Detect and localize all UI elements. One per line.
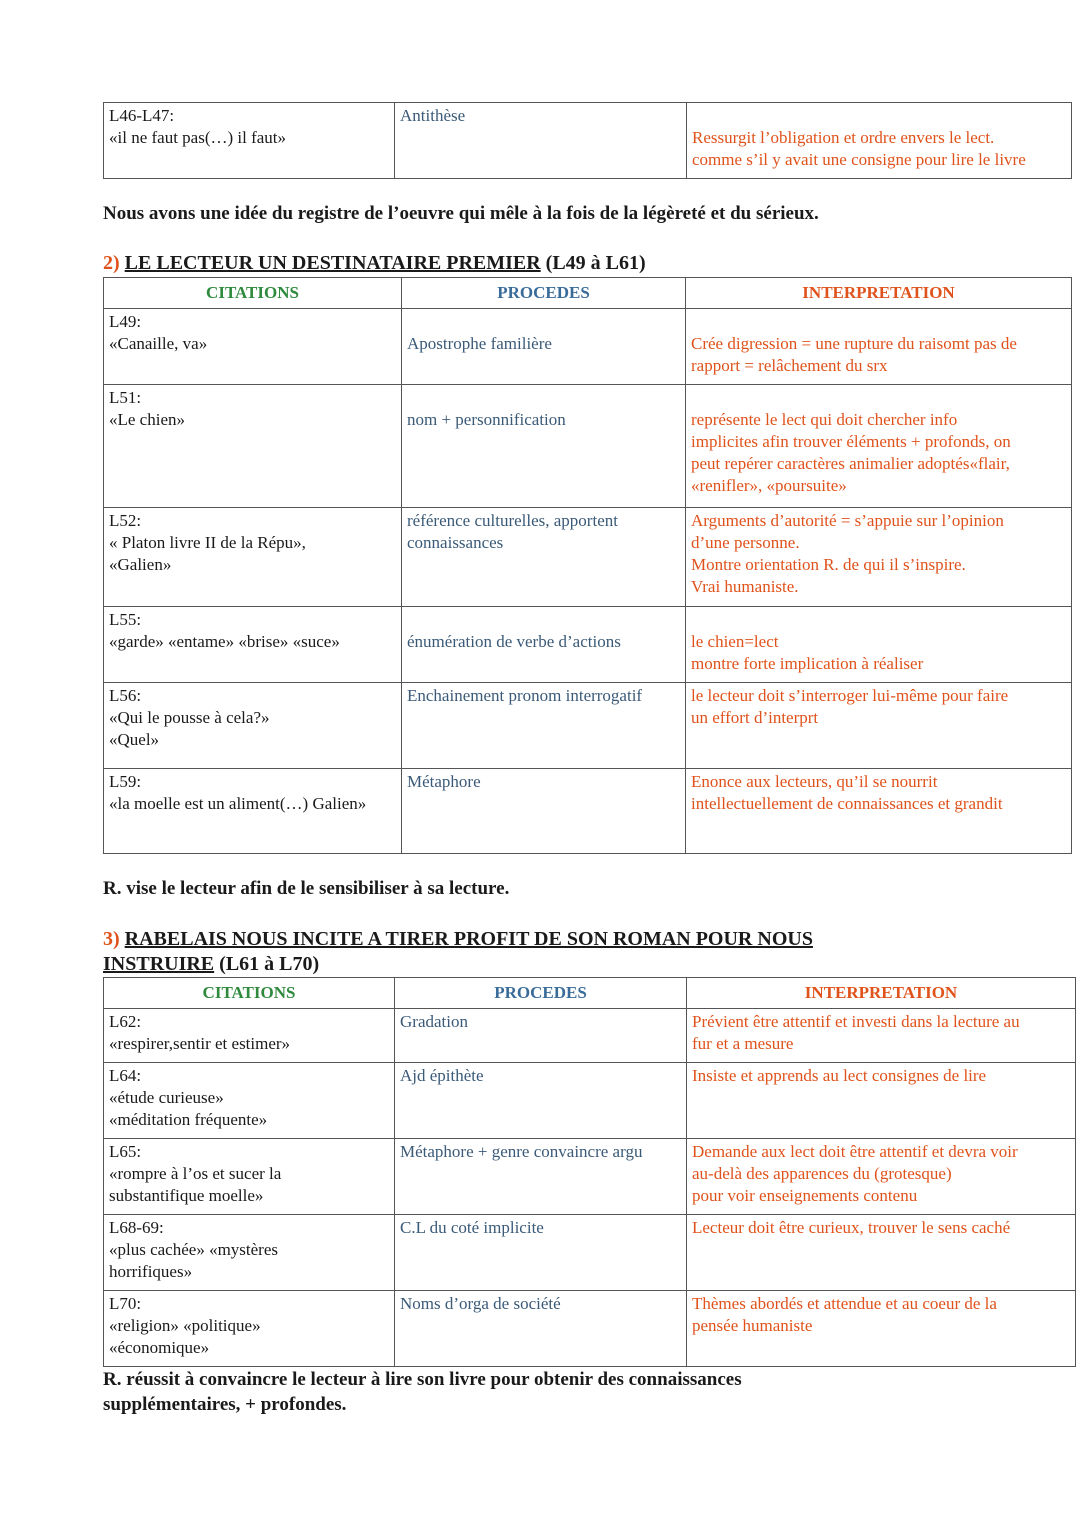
cell-line: Ajd épithète <box>400 1066 484 1085</box>
table-section-2 <box>103 277 1072 854</box>
table-row <box>104 103 1072 179</box>
cell-line: comme s’il y avait une consigne pour lire le livre <box>692 150 1026 169</box>
cell-line: Ressurgit l’obligation et ordre envers le lect. <box>692 128 995 147</box>
cell-line <box>691 609 1066 631</box>
cell-line: Métaphore + genre convaincre argu <box>400 1142 643 1161</box>
table-row <box>104 1215 1076 1291</box>
section-number: 2) <box>103 252 120 274</box>
table-row <box>104 1291 1076 1367</box>
section-3-heading <box>103 927 813 977</box>
cell-line: montre forte implication à réaliser <box>691 654 924 673</box>
cell-line: fur et a mesure <box>692 1034 794 1053</box>
cell-line: horrifiques» <box>109 1262 193 1281</box>
interpretation-cell <box>687 1063 1076 1139</box>
procede-cell <box>402 309 686 385</box>
cell-line: pour voir enseignements contenu <box>692 1186 918 1205</box>
table-row <box>104 607 1072 683</box>
procede-cell <box>402 769 686 854</box>
interpretation-cell <box>687 1009 1076 1063</box>
table-row <box>104 1009 1076 1063</box>
citation-cell <box>104 683 402 769</box>
procede-cell <box>402 508 686 607</box>
cell-line: implicites afin trouver éléments + profonds, on <box>691 432 1011 451</box>
table-row <box>104 1139 1076 1215</box>
cell-line: au-delà des apparences du (grotesque) <box>692 1164 952 1183</box>
header-interpretation: INTERPRETATION <box>686 278 1072 309</box>
procede-cell <box>395 1009 687 1063</box>
cell-line: Noms d’orga de société <box>400 1294 561 1313</box>
cell-line <box>692 105 1066 127</box>
table-row <box>104 508 1072 607</box>
citation-cell <box>104 607 402 683</box>
interpretation-cell <box>686 769 1072 854</box>
section-range: (L61 à L70) <box>214 953 320 975</box>
citation-cell <box>104 385 402 508</box>
cell-line: pensée humaniste <box>692 1316 813 1335</box>
cell-line: «garde» «entame» «brise» «suce» <box>109 632 340 651</box>
cell-line: «renifler», «poursuite» <box>691 476 847 495</box>
cell-line <box>407 609 680 631</box>
cell-line: connaissances <box>407 533 504 552</box>
cell-line: Arguments d’autorité = s’appuie sur l’opinion <box>691 511 1004 530</box>
table-header-row <box>104 278 1072 309</box>
cell-line: énumération de verbe d’actions <box>407 632 621 651</box>
cell-line: L68-69: <box>109 1218 164 1237</box>
header-citations: CITATIONS <box>104 278 402 309</box>
cell-line: C.L du coté implicite <box>400 1218 544 1237</box>
section-title: LE LECTEUR UN DESTINATAIRE PREMIER <box>124 252 541 274</box>
table-header-row <box>104 978 1076 1009</box>
cell-line: «il ne faut pas(…) il faut» <box>109 128 287 147</box>
table-row <box>104 769 1072 854</box>
citation-cell <box>104 1139 395 1215</box>
citation-cell <box>104 1009 395 1063</box>
section-range: (L49 à L61) <box>540 252 646 274</box>
cell-line: le chien=lect <box>691 632 779 651</box>
cell-line: L65: <box>109 1142 142 1161</box>
interpretation-cell <box>686 309 1072 385</box>
procede-cell <box>402 607 686 683</box>
cell-line: Vrai humaniste. <box>691 577 799 596</box>
table-row <box>104 683 1072 769</box>
cell-line: substantifique moelle» <box>109 1186 264 1205</box>
header-procedes: PROCEDES <box>395 978 687 1009</box>
cell-line: le lecteur doit s’interroger lui-même pour faire <box>691 686 1009 705</box>
procede-cell <box>402 683 686 769</box>
citation-cell <box>104 769 402 854</box>
cell-line: «respirer,sentir et estimer» <box>109 1034 291 1053</box>
cell-line <box>691 311 1066 333</box>
statement-vise: R. vise le lecteur afin de le sensibiliser à sa lecture. <box>103 878 510 899</box>
citation-cell <box>104 1063 395 1139</box>
cell-line: «la moelle est un aliment(…) Galien» <box>109 794 367 813</box>
cell-line: «méditation fréquente» <box>109 1110 268 1129</box>
cell-line: «étude curieuse» <box>109 1088 224 1107</box>
cell-line: L56: <box>109 686 142 705</box>
procede-cell <box>395 1215 687 1291</box>
procede-cell <box>395 1139 687 1215</box>
cell-line: Crée digression = une rupture du raisomt pas de <box>691 334 1017 353</box>
section-number: 3) <box>103 928 120 950</box>
citation-cell <box>104 103 395 179</box>
conclusion-line-2: supplémentaires, + profondes. <box>103 1394 347 1415</box>
procede-cell <box>395 1291 687 1367</box>
table-row <box>104 309 1072 385</box>
cell-line: rapport = relâchement du srx <box>691 356 888 375</box>
procede-cell <box>395 103 687 179</box>
cell-line: L46-L47: <box>109 106 175 125</box>
cell-line: «économique» <box>109 1338 210 1357</box>
cell-line: L55: <box>109 610 142 629</box>
cell-line: L49: <box>109 312 142 331</box>
cell-line: Apostrophe familière <box>407 334 552 353</box>
cell-line: Montre orientation R. de qui il s’inspire. <box>691 555 966 574</box>
interpretation-cell <box>687 1215 1076 1291</box>
cell-line: peut repérer caractères animalier adoptés«flair, <box>691 454 1010 473</box>
table-row <box>104 1063 1076 1139</box>
cell-line: Lecteur doit être curieux, trouver le sens caché <box>692 1218 1011 1237</box>
cell-line: référence culturelles, apportent <box>407 511 618 530</box>
cell-line: Antithèse <box>400 106 466 125</box>
section-title-line1: RABELAIS NOUS INCITE A TIRER PROFIT DE SON ROMAN POUR NOUS <box>124 928 813 950</box>
cell-line: Métaphore <box>407 772 481 791</box>
header-interpretation: INTERPRETATION <box>687 978 1076 1009</box>
statement-conclusion <box>103 1367 742 1417</box>
interpretation-cell <box>686 385 1072 508</box>
statement-registre: Nous avons une idée du registre de l’oeuvre qui mêle à la fois de la légèreté et du sérieux. <box>103 203 819 224</box>
cell-line: un effort d’interprt <box>691 708 819 727</box>
cell-line: L62: <box>109 1012 142 1031</box>
cell-line: nom + personnification <box>407 410 566 429</box>
cell-line: «Galien» <box>109 555 172 574</box>
procede-cell <box>395 1063 687 1139</box>
cell-line: «Qui le pousse à cela?» <box>109 708 270 727</box>
cell-line: Thèmes abordés et attendue et au coeur de la <box>692 1294 997 1313</box>
cell-line: L51: <box>109 388 142 407</box>
interpretation-cell <box>686 607 1072 683</box>
citation-cell <box>104 508 402 607</box>
citation-cell <box>104 1291 395 1367</box>
interpretation-cell <box>687 103 1072 179</box>
interpretation-cell <box>687 1291 1076 1367</box>
cell-line: Insiste et apprends au lect consignes de lire <box>692 1066 987 1085</box>
cell-line: «Le chien» <box>109 410 185 429</box>
interpretation-cell <box>686 683 1072 769</box>
cell-line <box>407 311 680 333</box>
cell-line: intellectuellement de connaissances et grandit <box>691 794 1003 813</box>
citation-cell <box>104 309 402 385</box>
cell-line: représente le lect qui doit chercher info <box>691 410 958 429</box>
section-2-heading <box>103 251 646 276</box>
cell-line: «plus cachée» «mystères <box>109 1240 278 1259</box>
cell-line <box>407 387 680 409</box>
cell-line <box>691 387 1066 409</box>
procede-cell <box>402 385 686 508</box>
table-section-3 <box>103 977 1076 1367</box>
cell-line: «rompre à l’os et sucer la <box>109 1164 282 1183</box>
cell-line: L52: <box>109 511 142 530</box>
conclusion-line-1: R. réussit à convaincre le lecteur à lire son livre pour obtenir des connaissances <box>103 1369 742 1390</box>
cell-line: d’une personne. <box>691 533 800 552</box>
cell-line: «religion» «politique» <box>109 1316 261 1335</box>
interpretation-cell <box>687 1139 1076 1215</box>
table-intro <box>103 102 1072 179</box>
cell-line: «Quel» <box>109 730 160 749</box>
cell-line: Gradation <box>400 1012 468 1031</box>
table-row <box>104 385 1072 508</box>
interpretation-cell <box>686 508 1072 607</box>
cell-line: Demande aux lect doit être attentif et devra voir <box>692 1142 1018 1161</box>
cell-line: « Platon livre II de la Répu», <box>109 533 306 552</box>
section-title-line2: INSTRUIRE <box>103 953 215 975</box>
header-citations: CITATIONS <box>104 978 395 1009</box>
cell-line: Enchainement pronom interrogatif <box>407 686 643 705</box>
cell-line: Enonce aux lecteurs, qu’il se nourrit <box>691 772 938 791</box>
cell-line: «Canaille, va» <box>109 334 208 353</box>
cell-line: L64: <box>109 1066 142 1085</box>
citation-cell <box>104 1215 395 1291</box>
cell-line: L59: <box>109 772 142 791</box>
cell-line: L70: <box>109 1294 142 1313</box>
header-procedes: PROCEDES <box>402 278 686 309</box>
cell-line: Prévient être attentif et investi dans la lecture au <box>692 1012 1020 1031</box>
